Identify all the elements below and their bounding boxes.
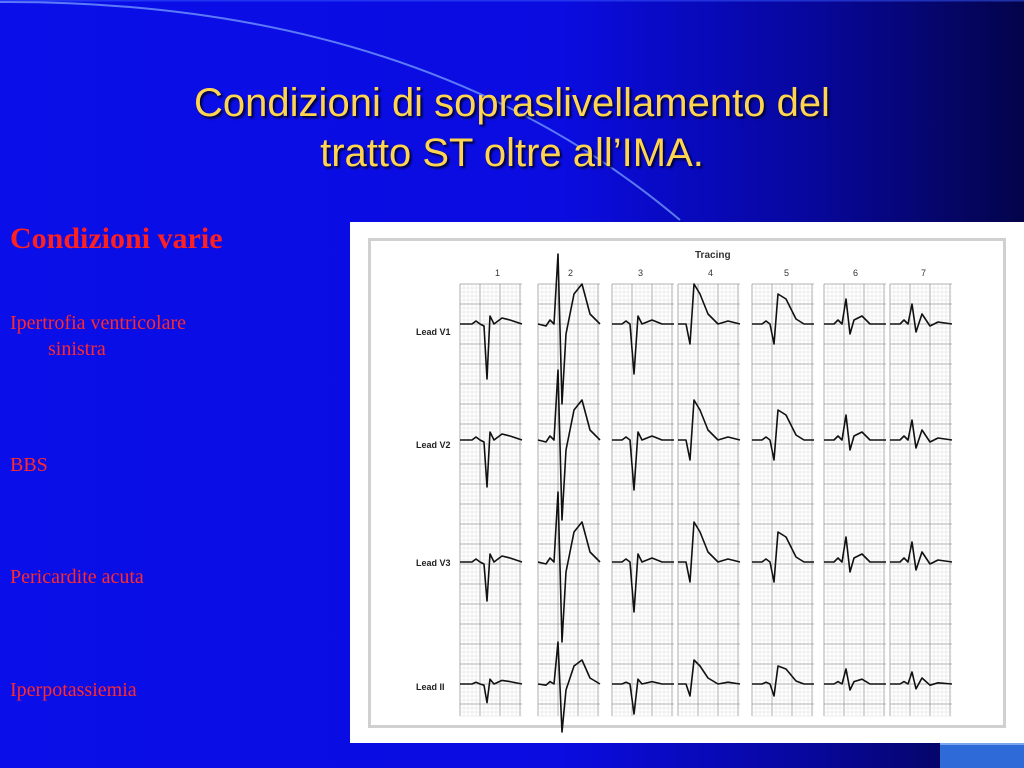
ecg-waveform [612,316,674,374]
ecg-waveform [612,432,674,490]
ecg-strip [460,284,522,716]
ecg-waveform [460,679,522,702]
ecg-strip [752,284,814,716]
ecg-waveform [612,679,674,714]
condition-label: BBS [10,454,48,476]
ecg-waveform [752,666,814,696]
column-number-5: 5 [784,268,790,278]
ecg-strip [538,284,600,716]
column-number-4: 4 [708,268,714,278]
condition-item-lvh [10,310,330,362]
ecg-waveform [460,554,522,601]
section-subtitle: Condizioni varie [10,222,223,255]
condition-item-pericarditis [10,564,330,590]
column-number-7: 7 [921,268,927,278]
ecg-waveform [824,415,886,450]
lead-label-v1: Lead V1 [416,327,451,337]
ecg-waveform [678,400,740,460]
ecg-tracings [350,222,1024,743]
ecg-strip [612,284,674,716]
ecg-waveform [752,532,814,582]
condition-label-continued: sinistra [48,338,106,360]
column-number-6: 6 [853,268,859,278]
ecg-waveform [538,642,600,732]
condition-label: Iperpotassiemia [10,679,137,701]
condition-label: Ipertrofia ventricolare [10,312,187,334]
ecg-strip [824,284,886,716]
tracing-label: Tracing [695,250,731,261]
ecg-figure [350,222,1024,743]
ecg-waveform [890,304,952,332]
ecg-strip [678,284,740,716]
column-number-1: 1 [495,268,501,278]
condition-item-bbs [10,452,330,478]
ecg-waveform [460,316,522,379]
ecg-waveform [752,294,814,344]
ecg-waveform [612,554,674,612]
slide-title-line-1: Condizioni di sopraslivellamento del [194,81,830,125]
slide-title-line-2: tratto ST oltre all’IMA. [320,131,704,175]
lead-label-v2: Lead V2 [416,440,451,450]
ecg-waveform [752,410,814,460]
ecg-waveform [890,672,952,689]
column-number-3: 3 [638,268,644,278]
slide-corner-decoration [940,743,1024,768]
lead-label-v3: Lead V3 [416,558,451,568]
condition-item-hyperkalemia [10,677,330,703]
condition-label: Pericardite acuta [10,566,144,588]
ecg-waveform [538,492,600,642]
column-number-2: 2 [568,268,574,278]
lead-label-ii: Lead II [416,682,445,692]
ecg-waveform [538,370,600,520]
ecg-waveform [460,432,522,487]
slide-title [40,78,984,178]
ecg-strip [890,284,952,716]
ecg-waveform [824,537,886,572]
ecg-waveform [678,660,740,696]
ecg-waveform [678,284,740,344]
